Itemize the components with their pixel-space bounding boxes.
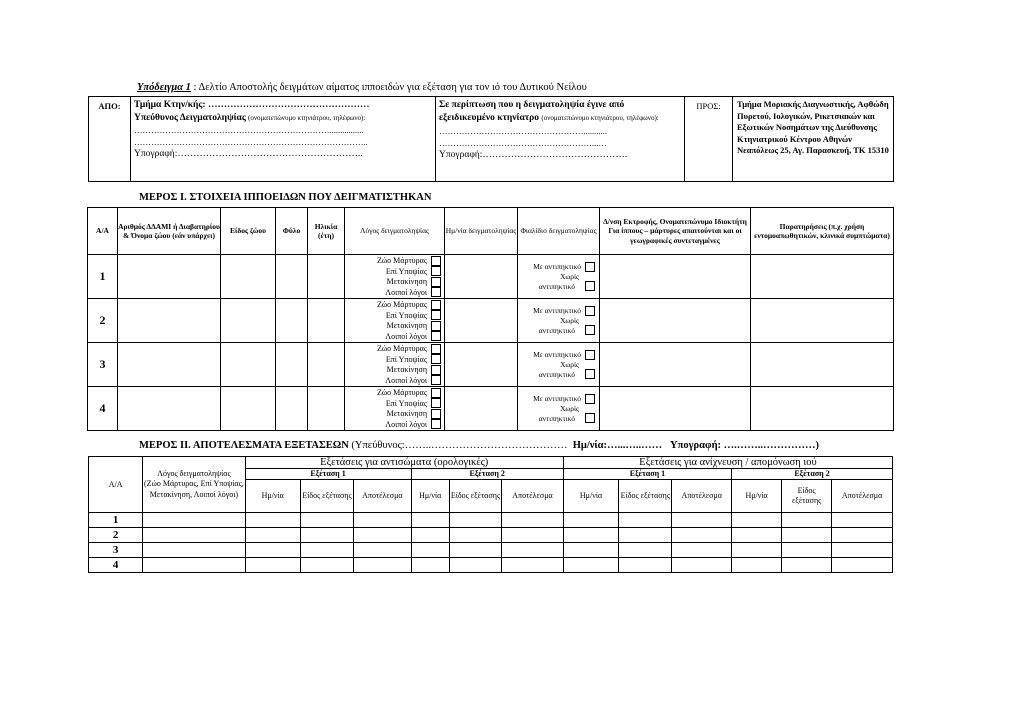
vial-option-label: Με αντιπηκτικό	[533, 350, 581, 359]
results-reason-values: (Ζώο Μάρτυρας, Επί Υποψίας, Μετακίνηση, Λοιποί λόγοι)	[144, 479, 244, 499]
remarks-cell[interactable]	[751, 255, 894, 299]
sampler-dots-2[interactable]: ………………………………………………………………………..	[134, 137, 368, 147]
table-row	[89, 558, 893, 573]
result-cell[interactable]	[672, 558, 732, 573]
row-number: 4	[88, 387, 118, 431]
result-cell[interactable]	[143, 558, 245, 573]
vial-option-label: Χωρίς	[560, 359, 579, 369]
col-result: Αποτέλεσμα	[672, 480, 732, 513]
result-cell[interactable]	[782, 528, 832, 543]
vial-option[interactable]	[518, 262, 599, 272]
result-cell[interactable]	[832, 513, 893, 528]
vial-option[interactable]	[518, 325, 599, 335]
reason-option-label: Μετακίνηση	[386, 365, 427, 374]
result-cell[interactable]	[411, 513, 449, 528]
vial-cell	[518, 387, 600, 431]
result-cell[interactable]	[619, 513, 672, 528]
result-cell[interactable]	[411, 528, 449, 543]
col-vial: Φιαλίδιο δειγματοληψίας	[518, 208, 600, 255]
part2-table	[88, 456, 893, 573]
reason-option[interactable]	[345, 344, 444, 355]
reason-cell	[345, 299, 445, 343]
col-species: Είδος ζώου	[221, 208, 276, 255]
age-cell[interactable]	[308, 255, 345, 299]
sender-signature[interactable]: Υπογραφή:…………………………………………………..	[134, 149, 363, 159]
row-number: 1	[88, 255, 118, 299]
vial-option[interactable]	[518, 281, 599, 291]
vial-option[interactable]	[518, 413, 599, 423]
results-date-field[interactable]: Ημ/νία:…...…..……	[572, 440, 663, 451]
recipient-address: Τμήμα Μοριακής Διαγνωστικής, Αφθώδη Πυρετού, Ιολογικών, Ρικετσιακών και Εξωτικών Νοσημάτων της Διεύθυνσης Κτηνιατρικού Κέντρου Αθηνών Νεαπόλεως 25, Αγ. Παρασκευή, ΤΚ 15310	[733, 97, 894, 182]
id-cell[interactable]	[118, 299, 221, 343]
specialist-dots-2[interactable]: ………………………………………………...…	[439, 138, 607, 148]
serology-test1-header: Εξέταση 1	[245, 469, 411, 480]
result-cell[interactable]	[563, 513, 618, 528]
row-number: 3	[88, 343, 118, 387]
vial-cell	[518, 255, 600, 299]
sender-block[interactable]	[131, 97, 436, 182]
vial-option-label: αντιπηκτικό	[538, 369, 575, 379]
part2-heading: ΜΕΡΟΣ ΙΙ. ΑΠΟΤΕΛΕΣΜΑΤΑ ΕΞΕΤΑΣΕΩΝ	[139, 440, 349, 451]
reason-option[interactable]	[345, 331, 444, 342]
col-type: Είδος εξέτασης	[782, 480, 832, 513]
result-cell[interactable]	[672, 543, 732, 558]
reason-option-label: Ζώο Μάρτυρας	[377, 256, 427, 265]
part1-heading: ΜΕΡΟΣ Ι. ΣΤΟΙΧΕΙΑ ΙΠΠΟΕΙΔΩΝ ΠΟΥ ΔΕΙΓΜΑΤΙΣΤΗΚΑΝ	[139, 192, 432, 203]
col-sex: Φύλο	[276, 208, 308, 255]
checkbox[interactable]	[585, 394, 595, 404]
checkbox[interactable]	[431, 287, 441, 297]
result-cell[interactable]	[732, 543, 782, 558]
title-colon: :	[190, 82, 199, 93]
result-cell[interactable]	[449, 513, 501, 528]
date-cell[interactable]	[445, 255, 518, 299]
checkbox[interactable]	[585, 262, 595, 272]
table-row	[88, 387, 894, 431]
result-cell[interactable]	[502, 543, 564, 558]
result-cell[interactable]	[300, 513, 353, 528]
species-cell[interactable]	[221, 255, 276, 299]
date-cell[interactable]	[445, 387, 518, 431]
checkbox[interactable]	[431, 321, 441, 331]
result-cell[interactable]	[300, 558, 353, 573]
result-cell[interactable]	[832, 528, 893, 543]
part2-heading-line	[139, 440, 819, 451]
results-aa-header: Α/Α	[89, 457, 143, 513]
col-result: Αποτέλεσμα	[354, 480, 411, 513]
result-cell[interactable]	[300, 543, 353, 558]
id-cell[interactable]	[118, 387, 221, 431]
species-cell[interactable]	[221, 299, 276, 343]
result-cell[interactable]	[502, 528, 564, 543]
result-cell[interactable]	[782, 558, 832, 573]
result-cell[interactable]	[449, 528, 501, 543]
reason-option[interactable]	[345, 398, 444, 409]
result-cell[interactable]	[245, 528, 300, 543]
vial-option-label: αντιπηκτικό	[538, 413, 575, 423]
col-age: Ηλικία (έτη)	[308, 208, 345, 255]
vial-option-label: Χωρίς	[560, 315, 579, 325]
result-cell[interactable]	[411, 558, 449, 573]
checkbox[interactable]	[431, 388, 441, 398]
sampler-label: Υπεύθυνος Δειγματοληψίας	[134, 113, 246, 123]
reason-option-label: Ζώο Μάρτυρας	[377, 300, 427, 309]
specialist-label: Σε περίπτωση που η δειγματοληψία έγινε από εξειδικευμένο κτηνίατρο	[439, 100, 625, 123]
reason-option-label: Επί Υποψίας	[385, 266, 427, 276]
result-cell[interactable]	[245, 513, 300, 528]
sex-cell[interactable]	[276, 387, 308, 431]
reason-option[interactable]	[345, 310, 444, 321]
result-cell[interactable]	[732, 528, 782, 543]
checkbox[interactable]	[431, 354, 441, 364]
result-cell[interactable]	[782, 543, 832, 558]
col-id: Αριθμός ΔΔΑΜΙ ή Διαβατηρίου & Όνομα ζώου (εάν υπάρχει)	[118, 208, 221, 255]
vial-option-label: Με αντιπηκτικό	[533, 394, 581, 403]
vial-option-label: Χωρίς	[560, 403, 579, 413]
reason-option[interactable]	[345, 287, 444, 298]
reason-option-label: Μετακίνηση	[386, 321, 427, 330]
reason-cell	[345, 343, 445, 387]
remarks-cell[interactable]	[751, 387, 894, 431]
col-reason: Λόγος δειγματοληψίας	[345, 208, 445, 255]
col-aa: Α/Α	[88, 208, 118, 255]
title-prefix: Υπόδειγμα 1	[137, 82, 191, 93]
vial-cell	[518, 299, 600, 343]
reason-option-label: Λοιποί λόγοι	[385, 331, 427, 341]
result-cell[interactable]	[502, 558, 564, 573]
result-cell[interactable]	[619, 528, 672, 543]
reason-option-label: Επί Υποψίας	[385, 310, 427, 320]
vial-cell	[518, 343, 600, 387]
result-cell[interactable]	[832, 543, 893, 558]
reason-option-label: Λοιποί λόγοι	[385, 419, 427, 429]
col-result: Αποτέλεσμα	[502, 480, 564, 513]
col-date: Ημ/νία δειγματοληψίας	[445, 208, 518, 255]
serology-test2-header: Εξέταση 2	[411, 469, 563, 480]
result-cell[interactable]	[672, 528, 732, 543]
vial-option-label: Χωρίς	[560, 271, 579, 281]
table-row	[89, 543, 893, 558]
result-cell[interactable]	[563, 528, 618, 543]
specialist-block[interactable]	[436, 97, 685, 182]
result-cell[interactable]	[832, 558, 893, 573]
virus-test2-header: Εξέταση 2	[732, 469, 893, 480]
vial-option[interactable]	[518, 306, 599, 316]
from-label: ΑΠΟ:	[89, 97, 131, 182]
reason-option[interactable]	[345, 375, 444, 386]
col-result: Αποτέλεσμα	[832, 480, 893, 513]
table-row	[89, 528, 893, 543]
id-cell[interactable]	[118, 343, 221, 387]
checkbox[interactable]	[431, 310, 441, 320]
age-cell[interactable]	[308, 299, 345, 343]
result-cell[interactable]	[300, 528, 353, 543]
date-cell[interactable]	[445, 299, 518, 343]
row-number: 4	[89, 558, 143, 573]
result-cell[interactable]	[563, 543, 618, 558]
specialist-signature[interactable]: Υπογραφή:……………………………………….	[439, 150, 628, 160]
sampler-dots-1[interactable]: ……………………………………………………………................	[134, 125, 364, 135]
sex-cell[interactable]	[276, 255, 308, 299]
col-type: Είδος εξέτασης	[300, 480, 353, 513]
reason-option[interactable]	[345, 266, 444, 277]
document-title	[137, 82, 587, 93]
holding-cell[interactable]	[600, 299, 751, 343]
row-number: 2	[89, 528, 143, 543]
col-remarks: Παρατηρήσεις (π.χ. χρήση εντομοαπωθητικών, κλινικά συμπτώματα)	[751, 208, 894, 255]
id-cell[interactable]	[118, 255, 221, 299]
to-label: ΠΡΟΣ:	[685, 97, 733, 182]
result-cell[interactable]	[449, 543, 501, 558]
table-row	[88, 299, 894, 343]
results-signature-field[interactable]: Υπογραφή: ….……..……………)	[670, 440, 820, 451]
checkbox[interactable]	[585, 306, 595, 316]
col-date: Ημ/νία	[732, 480, 782, 513]
reason-option-label: Μετακίνηση	[386, 409, 427, 418]
virus-detection-group-header: Εξετάσεις για ανίχνευση / απομόνωση ιού	[563, 457, 892, 469]
holding-cell[interactable]	[600, 255, 751, 299]
result-cell[interactable]	[245, 543, 300, 558]
part1-table	[87, 207, 894, 431]
date-cell[interactable]	[445, 343, 518, 387]
vial-option-label: Με αντιπηκτικό	[533, 262, 581, 271]
results-reason-title: Λόγος δειγματοληψίας	[157, 468, 231, 478]
remarks-cell[interactable]	[751, 343, 894, 387]
reason-option-label: Λοιποί λόγοι	[385, 375, 427, 385]
reason-option-label: Επί Υποψίας	[385, 354, 427, 364]
result-cell[interactable]	[354, 528, 411, 543]
checkbox[interactable]	[585, 281, 595, 291]
result-cell[interactable]	[563, 558, 618, 573]
reason-cell	[345, 387, 445, 431]
reason-option[interactable]	[345, 354, 444, 365]
sex-cell[interactable]	[276, 299, 308, 343]
vial-option[interactable]	[518, 394, 599, 404]
col-type: Είδος εξέτασης	[449, 480, 501, 513]
result-cell[interactable]	[143, 543, 245, 558]
row-number: 2	[88, 299, 118, 343]
reason-option-label: Μετακίνηση	[386, 277, 427, 286]
result-cell[interactable]	[782, 513, 832, 528]
responsible-field[interactable]: (Υπεύθυνος:……..…………………………………	[351, 440, 568, 451]
holding-cell[interactable]	[600, 343, 751, 387]
table-row	[88, 255, 894, 299]
result-cell[interactable]	[245, 558, 300, 573]
table-row	[89, 513, 893, 528]
result-cell[interactable]	[502, 513, 564, 528]
species-cell[interactable]	[221, 387, 276, 431]
vial-option-label: Με αντιπηκτικό	[533, 306, 581, 315]
result-cell[interactable]	[354, 513, 411, 528]
result-cell[interactable]	[143, 528, 245, 543]
sampler-note: (ονοματεπώνυμο κτηνιάτρου, τηλέφωνο):	[248, 114, 366, 122]
vial-option-label: αντιπηκτικό	[538, 325, 575, 335]
results-reason-header	[143, 457, 245, 513]
table-row	[88, 343, 894, 387]
specialist-note: (ονοματεπώνυμο κτηνιάτρου, τηλέφωνο):	[541, 114, 659, 122]
checkbox[interactable]	[431, 375, 441, 385]
checkbox[interactable]	[431, 344, 441, 354]
result-cell[interactable]	[619, 558, 672, 573]
result-cell[interactable]	[732, 558, 782, 573]
reason-option[interactable]	[345, 365, 444, 376]
checkbox[interactable]	[585, 350, 595, 360]
checkbox[interactable]	[431, 266, 441, 276]
checkbox[interactable]	[431, 256, 441, 266]
col-type: Είδος εξέτασης	[619, 480, 672, 513]
reason-option[interactable]	[345, 300, 444, 311]
sex-cell[interactable]	[276, 343, 308, 387]
checkbox[interactable]	[585, 369, 595, 379]
reason-option[interactable]	[345, 388, 444, 399]
holding-cell[interactable]	[600, 387, 751, 431]
result-cell[interactable]	[619, 543, 672, 558]
col-holding: Δ/νση Εκτροφής, Ονοματεπώνυμο Ιδιοκτήτη Για ίππους – μάρτυρες απαιτούνται και οι γεωγραφικές συντεταγμένες	[600, 208, 751, 255]
reason-option-label: Επί Υποψίας	[385, 398, 427, 408]
vial-option[interactable]	[518, 350, 599, 360]
row-number: 1	[89, 513, 143, 528]
col-date: Ημ/νία	[411, 480, 449, 513]
reason-option-label: Λοιποί λόγοι	[385, 287, 427, 297]
reason-option[interactable]	[345, 256, 444, 267]
age-cell[interactable]	[308, 343, 345, 387]
reason-option[interactable]	[345, 409, 444, 420]
reason-option[interactable]	[345, 321, 444, 332]
title-text: Δελτίο Αποστολής δειγμάτων αίματος ιπποειδών για εξέταση για τον ιό του Δυτικού Νείλου	[198, 82, 587, 93]
reason-option[interactable]	[345, 277, 444, 288]
sender-recipient-table	[88, 96, 894, 182]
checkbox[interactable]	[431, 409, 441, 419]
reason-option[interactable]	[345, 419, 444, 430]
virus-test1-header: Εξέταση 1	[563, 469, 731, 480]
result-cell[interactable]	[449, 558, 501, 573]
checkbox[interactable]	[431, 277, 441, 287]
result-cell[interactable]	[732, 513, 782, 528]
checkbox[interactable]	[431, 300, 441, 310]
result-cell[interactable]	[411, 543, 449, 558]
result-cell[interactable]	[143, 513, 245, 528]
reason-option-label: Ζώο Μάρτυρας	[377, 388, 427, 397]
specialist-dots-1[interactable]: ……………………………………………...........	[439, 126, 607, 136]
row-number: 3	[89, 543, 143, 558]
species-cell[interactable]	[221, 343, 276, 387]
result-cell[interactable]	[354, 558, 411, 573]
checkbox[interactable]	[585, 325, 595, 335]
checkbox[interactable]	[431, 419, 441, 429]
checkbox[interactable]	[585, 413, 595, 423]
reason-option-label: Ζώο Μάρτυρας	[377, 344, 427, 353]
vial-option[interactable]	[518, 369, 599, 379]
col-date: Ημ/νία	[245, 480, 300, 513]
checkbox[interactable]	[431, 398, 441, 408]
vial-option-label: αντιπηκτικό	[538, 281, 575, 291]
remarks-cell[interactable]	[751, 299, 894, 343]
result-cell[interactable]	[354, 543, 411, 558]
result-cell[interactable]	[672, 513, 732, 528]
serology-group-header: Εξετάσεις για αντισώματα (ορολογικές)	[245, 457, 563, 469]
checkbox[interactable]	[431, 365, 441, 375]
checkbox[interactable]	[431, 331, 441, 341]
age-cell[interactable]	[308, 387, 345, 431]
reason-cell	[345, 255, 445, 299]
col-date: Ημ/νία	[563, 480, 618, 513]
dept-field[interactable]: Τμήμα Κτην/κής: ……………………………………………	[134, 100, 370, 110]
